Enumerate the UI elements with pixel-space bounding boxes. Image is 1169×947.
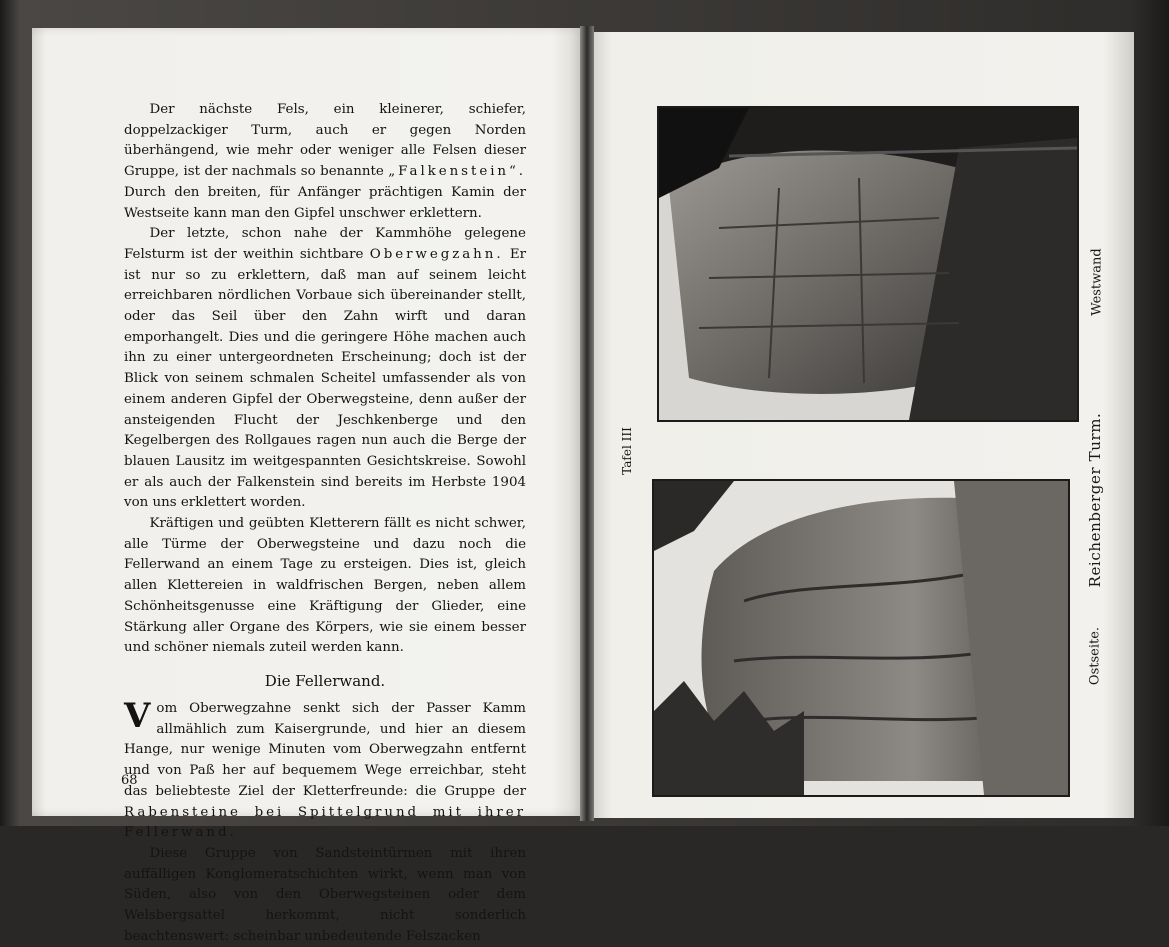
plate-label: Tafel III xyxy=(620,427,634,475)
paragraph-2 xyxy=(124,224,526,514)
paragraph-1 xyxy=(124,100,526,224)
paragraph-3: Kräftigen und geübten Kletterern fällt es nicht schwer, alle Türme der Oberwegsteine und dazu noch die Fellerwand an einem Tage zu ersteigen. Dies ist, gleich allen Klettereien in waldfrischen Bergen, neben allem Schönheitsgenusse eine Kräftigung der Glieder, eine Stärkung aller Organe des Körpers, wie sie einem besser und schöner niemals zuteil werden kann. xyxy=(124,516,526,656)
page-number: 68 xyxy=(121,773,138,788)
body-text xyxy=(124,100,526,947)
paragraph-2-text-a: Der letzte, schon nahe der Kammhöhe gelegene Felsturm ist der weithin sichtbare xyxy=(124,226,526,262)
rabensteine-name: Rabensteine bei Spittelgrund mit ihrer Fellerwand. xyxy=(124,804,526,841)
caption-top: Westwand xyxy=(1089,248,1105,316)
drop-cap: V xyxy=(124,695,151,736)
paragraph-1-rest: Durch den breiten, für Anfänger prächtigen Kamin der Westseite kann man den Gipfel unschwer erklettern. xyxy=(124,184,526,221)
paragraph-2-text-b: Er ist nur so zu erklettern, daß man auf seinem leicht erreichbaren nördlichen Vorbaue sich übereinander stellt, oder das Seil über den Zahn wirft und daran emporhangelt. Dies und die geringere Höhe machen auch ihn zu einer untergeordneten Erscheinung; doch ist der Blick von seinem schmalen Scheitel umfassender als von einem anderen Gipfel der Oberwegsteine, denn außer der ansteigenden Flucht der Jeschkenberge und den Kegelbergen des Rollgaues ragen nun auch die Berge der blauen Lausitz im weitgespannten Gesichtskreise. Sowohl er als auch der Falkenstein sind bereits im Herbste 1904 von uns erklettert worden. xyxy=(124,246,527,511)
photo-ostseite xyxy=(652,479,1070,797)
oberwegzahn-name: Oberwegzahn. xyxy=(369,246,504,262)
photo-westwand xyxy=(657,106,1079,422)
section-title: Die Fellerwand. xyxy=(264,671,386,690)
book-gutter xyxy=(580,26,594,821)
paragraph-4-text: om Oberwegzahne senkt sich der Passer Kamm allmählich zum Kaisergrunde, und hier an diesem Hange, nur wenige Minuten vom Oberwegzahn entfernt und von Paß her auf bequemem Wege erreichbar, steht das beliebteste Ziel der Kletterfreunde: die Gruppe der xyxy=(124,700,526,799)
caption-main: Reichenberger Turm. xyxy=(1086,412,1104,588)
paragraph-4 xyxy=(124,695,526,844)
caption-bottom: Ostseite. xyxy=(1087,626,1103,686)
paragraph-1-text: Der nächste Fels, ein kleinerer, schiefer, doppelzackiger Turm, auch er gegen Norden überhängend, wie mehr oder weniger alle Felsen dieser Gruppe, ist der nachmals so benannte xyxy=(124,102,526,180)
falkenstein-name: „Falkenstein“. xyxy=(388,164,527,180)
paragraph-5: Diese Gruppe von Sandsteintürmen mit ihren auffälligen Konglomeratschichten wirkt, wenn man von Süden, also von den Oberwegsteinen oder dem Welsbergsattel herkommt, nicht sonderlich beachtenswert: scheinbar unbedeutende Felszacken xyxy=(124,845,526,944)
